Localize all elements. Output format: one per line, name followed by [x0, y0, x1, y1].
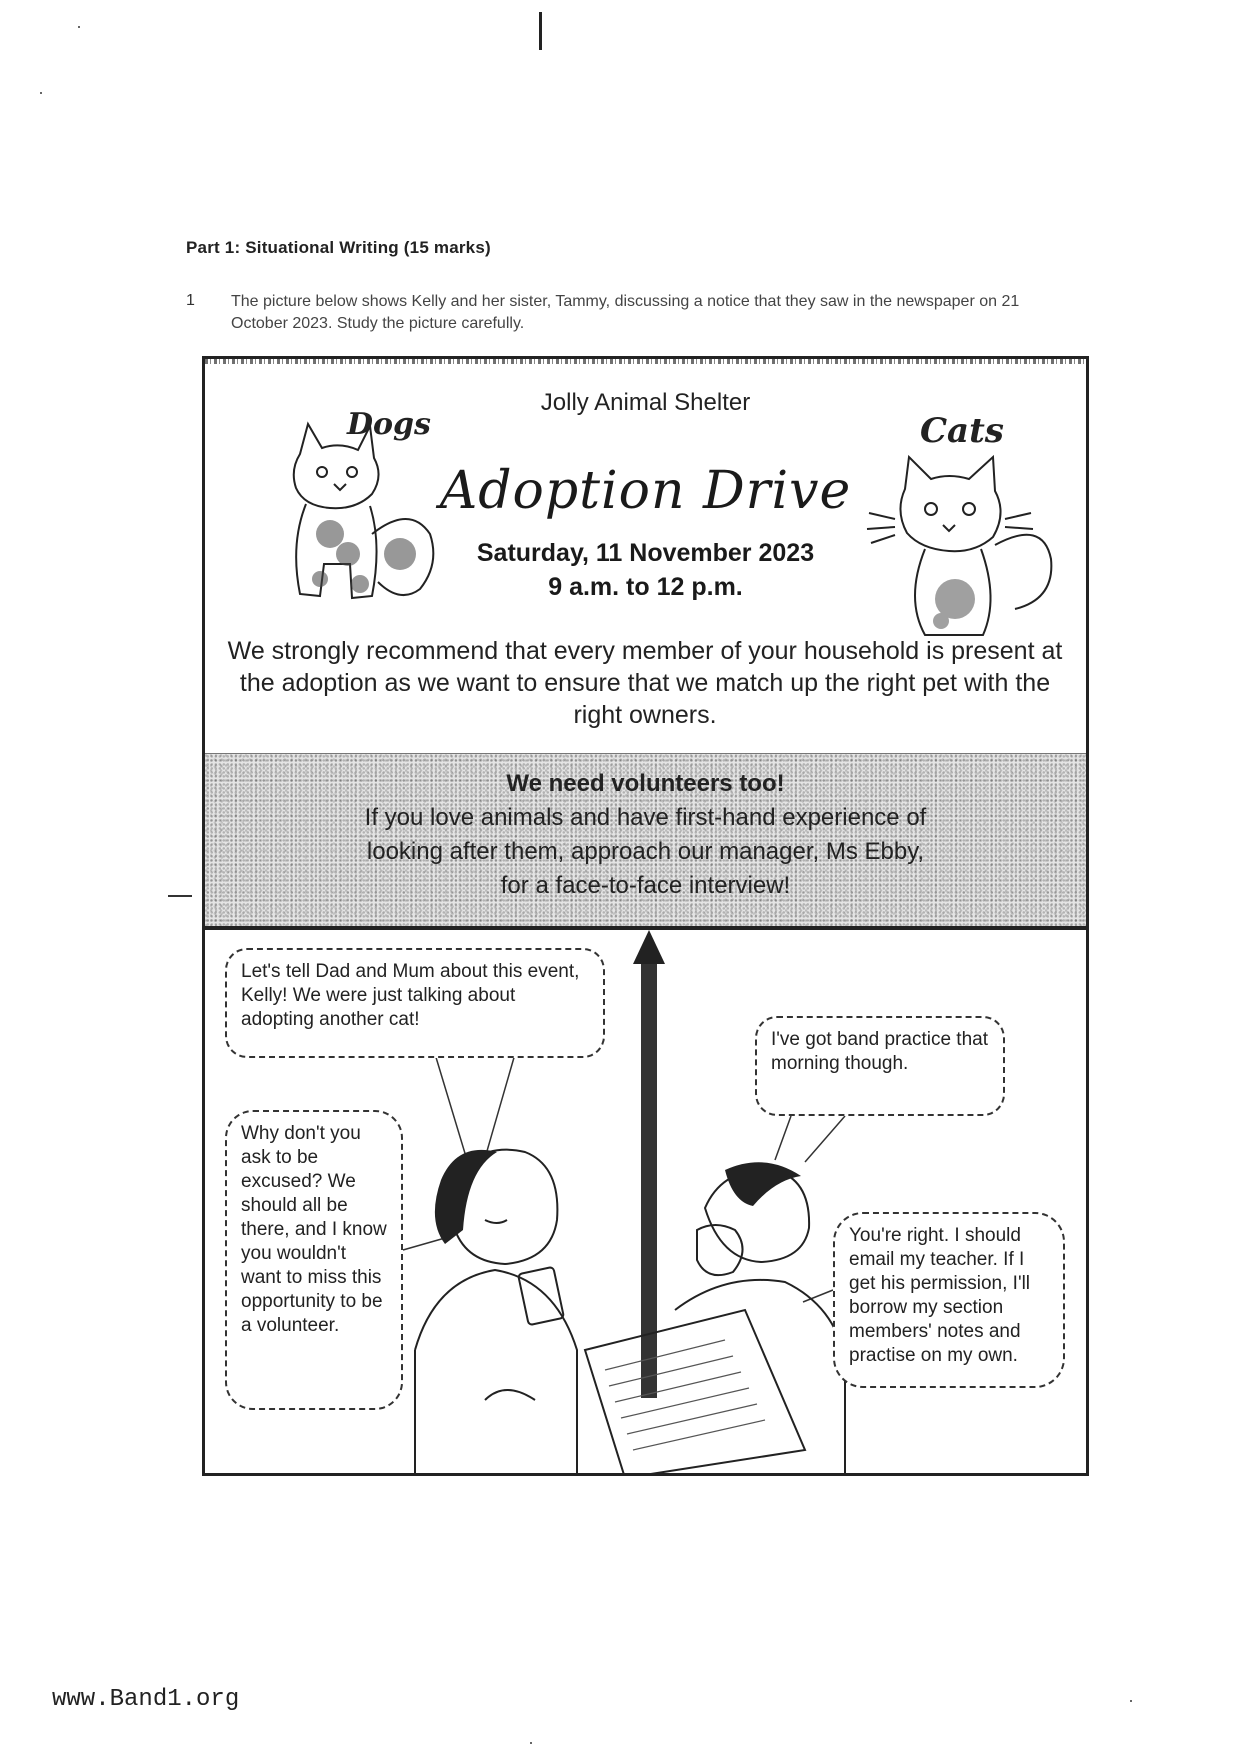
comic-panel — [202, 928, 1089, 1476]
page-number-mark — [539, 12, 542, 50]
speech-bubble-kelly-1: I've got band practice that morning though. — [755, 1016, 1005, 1116]
event-date: Saturday, 11 November 2023 — [476, 539, 815, 567]
scan-mark — [168, 895, 192, 897]
adoption-poster — [202, 356, 1089, 929]
scan-speck — [40, 92, 42, 94]
event-time: 9 a.m. to 12 p.m. — [548, 573, 743, 601]
dogs-label: Dogs — [347, 407, 431, 442]
cats-label: Cats — [920, 411, 1004, 451]
scan-speck — [78, 26, 80, 28]
question-text: The picture below shows Kelly and her sister, Tammy, discussing a notice that they saw in the newspaper on 21 October 2023. Study the picture carefully. — [231, 293, 1020, 332]
household-note: We strongly recommend that every member of your household is present at the adoption as we want to ensure that we match up the right pet with the right owners. — [227, 637, 1063, 729]
scan-speck — [1130, 1700, 1132, 1702]
volunteer-text-line: looking after them, approach our manager, Ms Ebby, — [366, 838, 925, 865]
speech-bubble-tammy-1: Let's tell Dad and Mum about this event, Kelly! We were just talking about adopting another cat! — [225, 948, 605, 1058]
pointer-arrow — [633, 930, 665, 1398]
footer-website: www.Band1.org — [52, 1686, 240, 1713]
speech-bubble-tammy-2: Why don't you ask to be excused? We should all be there, and I know you wouldn't want to miss this opportunity to be a volunteer. — [225, 1110, 403, 1410]
shelter-name: Jolly Animal Shelter — [540, 389, 751, 416]
speech-bubble-kelly-2: You're right. I should email my teacher. If I get his permission, I'll borrow my section members' notes and practise on my own. — [833, 1212, 1065, 1388]
question-number: 1 — [186, 292, 195, 309]
poster-border-noise — [205, 359, 1086, 364]
volunteer-panel — [205, 753, 1086, 929]
poster-title: Adoption Drive — [439, 461, 852, 521]
volunteer-heading: We need volunteers too! — [506, 770, 785, 797]
section-heading: Part 1: Situational Writing (15 marks) — [186, 238, 491, 257]
volunteer-text-line: If you love animals and have first-hand experience of — [364, 804, 927, 831]
scan-speck — [530, 1742, 532, 1744]
volunteer-text-line: for a face-to-face interview! — [500, 872, 791, 899]
